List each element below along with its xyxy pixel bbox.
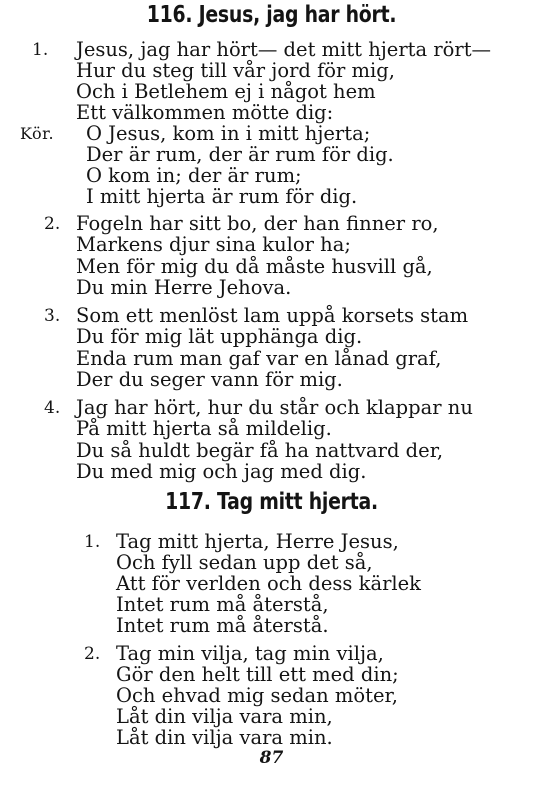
hymn-117-verse-2-line-5: Låt din vilja vara min.	[116, 726, 333, 749]
hymn-116-title: 116. Jesus, jag har hört.	[146, 2, 397, 28]
verse-3-line-4: Der du seger vann för mig.	[76, 368, 343, 391]
verse-4-line-2: På mitt hjerta så mildelig.	[76, 417, 332, 440]
verse-1-line-2: Hur du steg till vår jord för mig,	[76, 59, 395, 82]
verse-4-line-4: Du med mig och jag med dig.	[76, 460, 367, 483]
hymn-117-verse-1-line-1: Tag mitt hjerta, Herre Jesus,	[116, 530, 399, 553]
verse-3-number: 3.	[44, 306, 61, 326]
hymn-117-verse-1-line-2: Och fyll sedan upp det så,	[116, 551, 373, 574]
verse-1-line-3: Och i Betlehem ej i något hem	[76, 80, 376, 103]
verse-3-line-1: Som ett menlöst lam uppå korsets stam	[76, 304, 469, 327]
hymn-117-verse-1-number: 1.	[84, 532, 101, 552]
hymn-117-verse-1-line-5: Intet rum må återstå.	[116, 614, 329, 637]
chorus-label: Kör.	[20, 124, 55, 143]
chorus-line-4: I mitt hjerta är rum för dig.	[86, 185, 358, 208]
verse-2-number: 2.	[44, 214, 61, 234]
verse-3-line-3: Enda rum man gaf var en lånad graf,	[76, 347, 442, 370]
chorus-line-2: Der är rum, der är rum för dig.	[86, 143, 394, 166]
hymn-117-verse-2-line-1: Tag min vilja, tag min vilja,	[116, 642, 384, 665]
verse-4-line-3: Du så huldt begär få ha nattvard der,	[76, 439, 444, 462]
hymn-117-verse-2-number: 2.	[84, 644, 101, 664]
verse-2-line-1: Fogeln har sitt bo, der han finner ro,	[76, 212, 439, 235]
verse-4-line-1: Jag har hört, hur du står och klappar nu	[76, 396, 473, 419]
verse-1-number: 1.	[32, 40, 49, 60]
verse-2-line-3: Men för mig du då måste husvill gå,	[76, 255, 433, 278]
hymn-117-title: 117. Tag mitt hjerta.	[165, 489, 378, 515]
verse-1-line-1: Jesus, jag har hört— det mitt hjerta rört—	[76, 38, 492, 61]
page-number: 87	[259, 748, 284, 768]
verse-2-line-4: Du min Herre Jehova.	[76, 276, 292, 299]
hymn-117-verse-1-line-3: Att för verlden och dess kärlek	[116, 572, 421, 595]
hymn-117-verse-2-line-3: Och ehvad mig sedan möter,	[116, 684, 398, 707]
hymn-117-verse-1-line-4: Intet rum må återstå,	[116, 593, 329, 616]
chorus-line-3: O kom in; der är rum;	[86, 164, 302, 187]
verse-4-number: 4.	[44, 398, 61, 418]
verse-2-line-2: Markens djur sina kulor ha;	[76, 233, 351, 256]
verse-3-line-2: Du för mig lät upphänga dig.	[76, 325, 363, 348]
hymn-117-verse-2-line-4: Låt din vilja vara min,	[116, 705, 333, 728]
hymn-117-verse-2-line-2: Gör den helt till ett med din;	[116, 663, 399, 686]
verse-1-line-4: Ett välkommen mötte dig:	[76, 101, 334, 124]
chorus-line-1: O Jesus, kom in i mitt hjerta;	[86, 122, 371, 145]
